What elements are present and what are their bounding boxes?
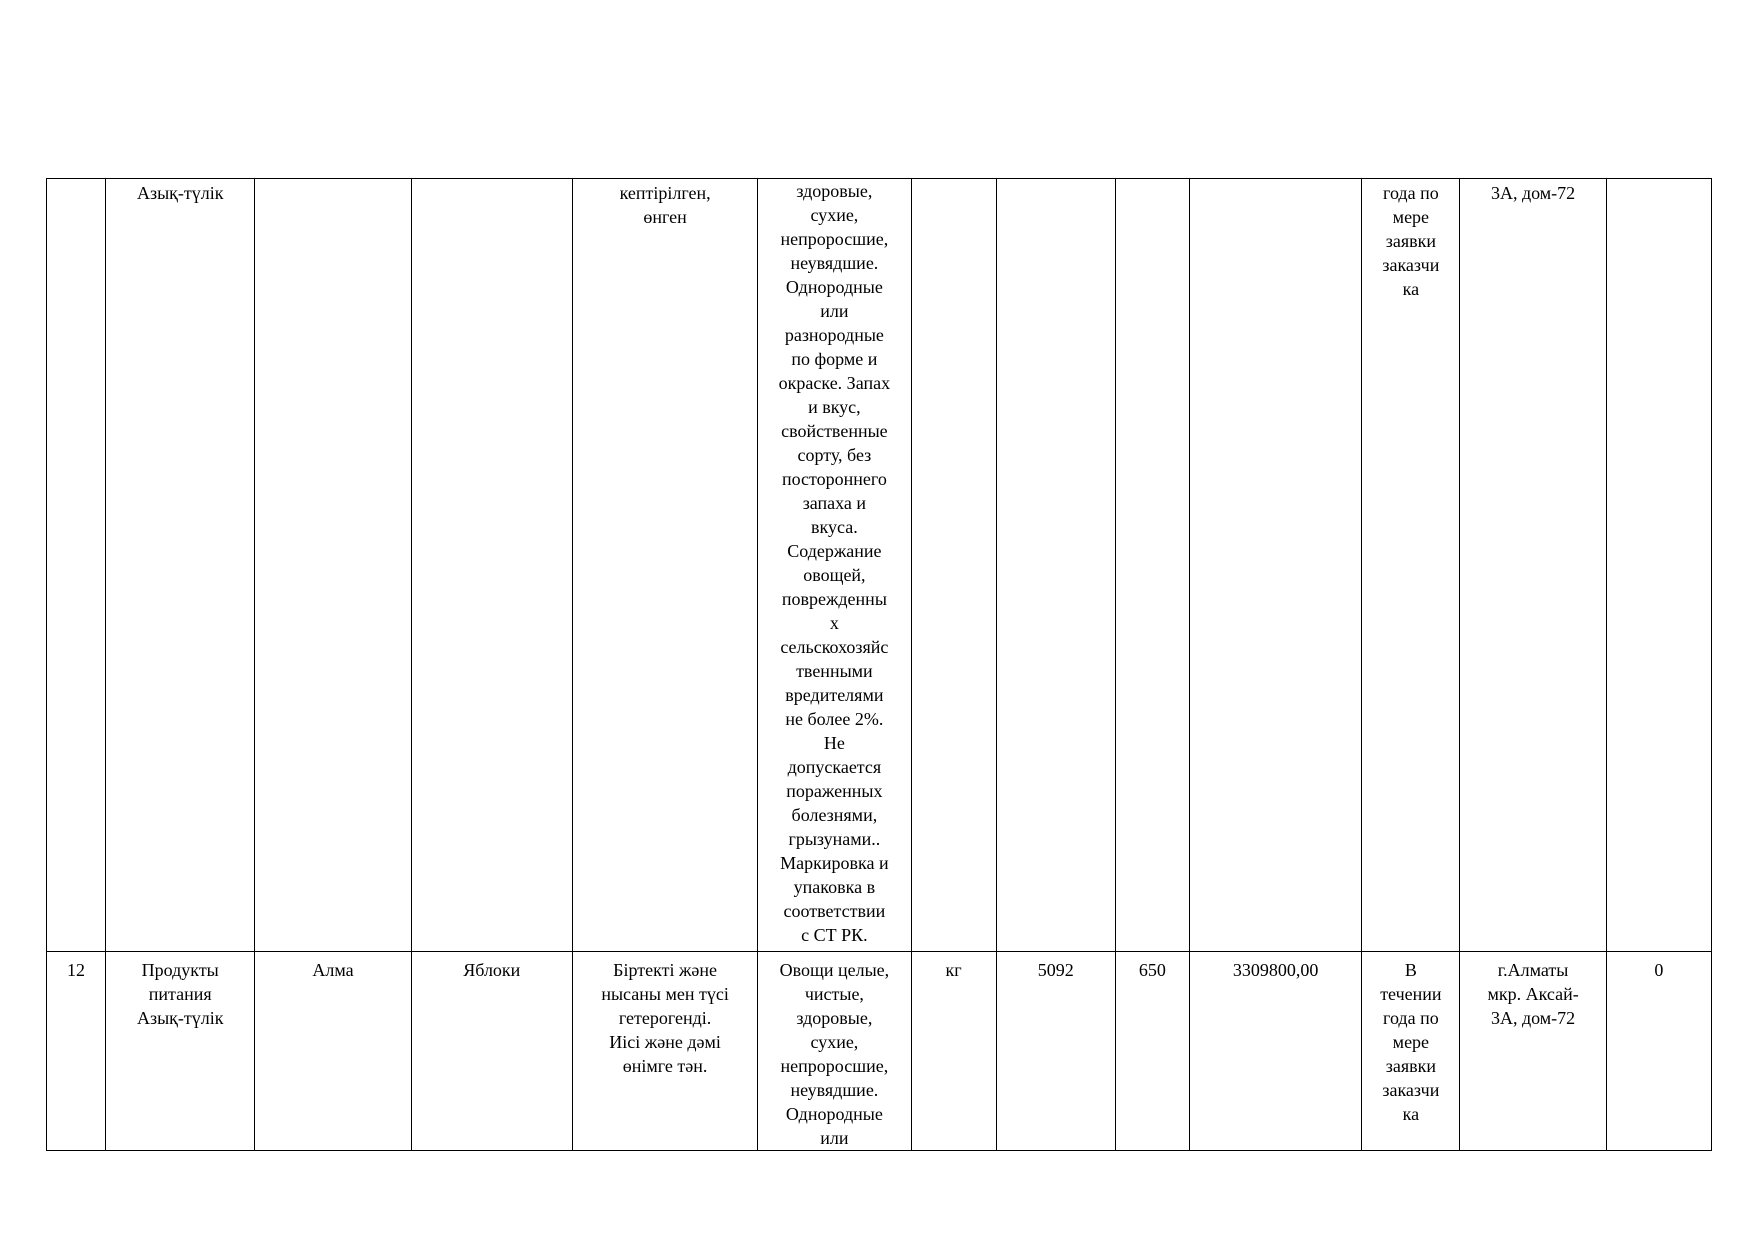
cell-quantity: 5092 xyxy=(996,952,1115,1151)
cell-category: Азық-түлік xyxy=(106,179,255,952)
cell-delivery-place: г.Алматы мкр. Аксай- 3А, дом-72 xyxy=(1460,952,1606,1151)
cell-advance: 0 xyxy=(1606,952,1711,1151)
cell-unit: кг xyxy=(911,952,996,1151)
cell-name-kz: Алма xyxy=(255,952,411,1151)
cell-name-ru xyxy=(411,179,572,952)
cell-description-kz: кептірілген, өнген xyxy=(572,179,757,952)
cell-unit xyxy=(911,179,996,952)
cell-total xyxy=(1189,179,1361,952)
cell-advance xyxy=(1606,179,1711,952)
cell-price: 650 xyxy=(1115,952,1189,1151)
procurement-table xyxy=(46,178,1712,1151)
table-row xyxy=(47,952,1712,1151)
cell-quantity xyxy=(996,179,1115,952)
table-row xyxy=(47,179,1712,952)
cell-description-kz: Біртекті және нысаны мен түсі гетерогенді. Иісі және дәмі өнімге тән. xyxy=(572,952,757,1151)
cell-description-ru: здоровые, сухие, непроросшие, неувядшие. Однородные или разнородные по форме и окраске. Запах и вкус, свойственные сорту, без постороннего запаха и вкуса. Содержание овощей, поврежденны х сельскохозяйс твенными вредителями не более 2%. Не допускается пораженных болезнями, грызунами.. Маркировка и упаковка в соответствии с СТ РК. xyxy=(758,179,911,952)
cell-delivery-place: 3А, дом-72 xyxy=(1460,179,1606,952)
cell-num xyxy=(47,179,106,952)
cell-name-ru: Яблоки xyxy=(411,952,572,1151)
cell-price xyxy=(1115,179,1189,952)
cell-delivery-term: В течении года по мере заявки заказчи ка xyxy=(1362,952,1460,1151)
cell-name-kz xyxy=(255,179,411,952)
cell-delivery-term: года по мере заявки заказчи ка xyxy=(1362,179,1460,952)
cell-total: 3309800,00 xyxy=(1189,952,1361,1151)
cell-num: 12 xyxy=(47,952,106,1151)
cell-category: Продукты питания Азық-түлік xyxy=(106,952,255,1151)
cell-description-ru: Овощи целые, чистые, здоровые, сухие, непроросшие, неувядшие. Однородные или xyxy=(758,952,911,1151)
